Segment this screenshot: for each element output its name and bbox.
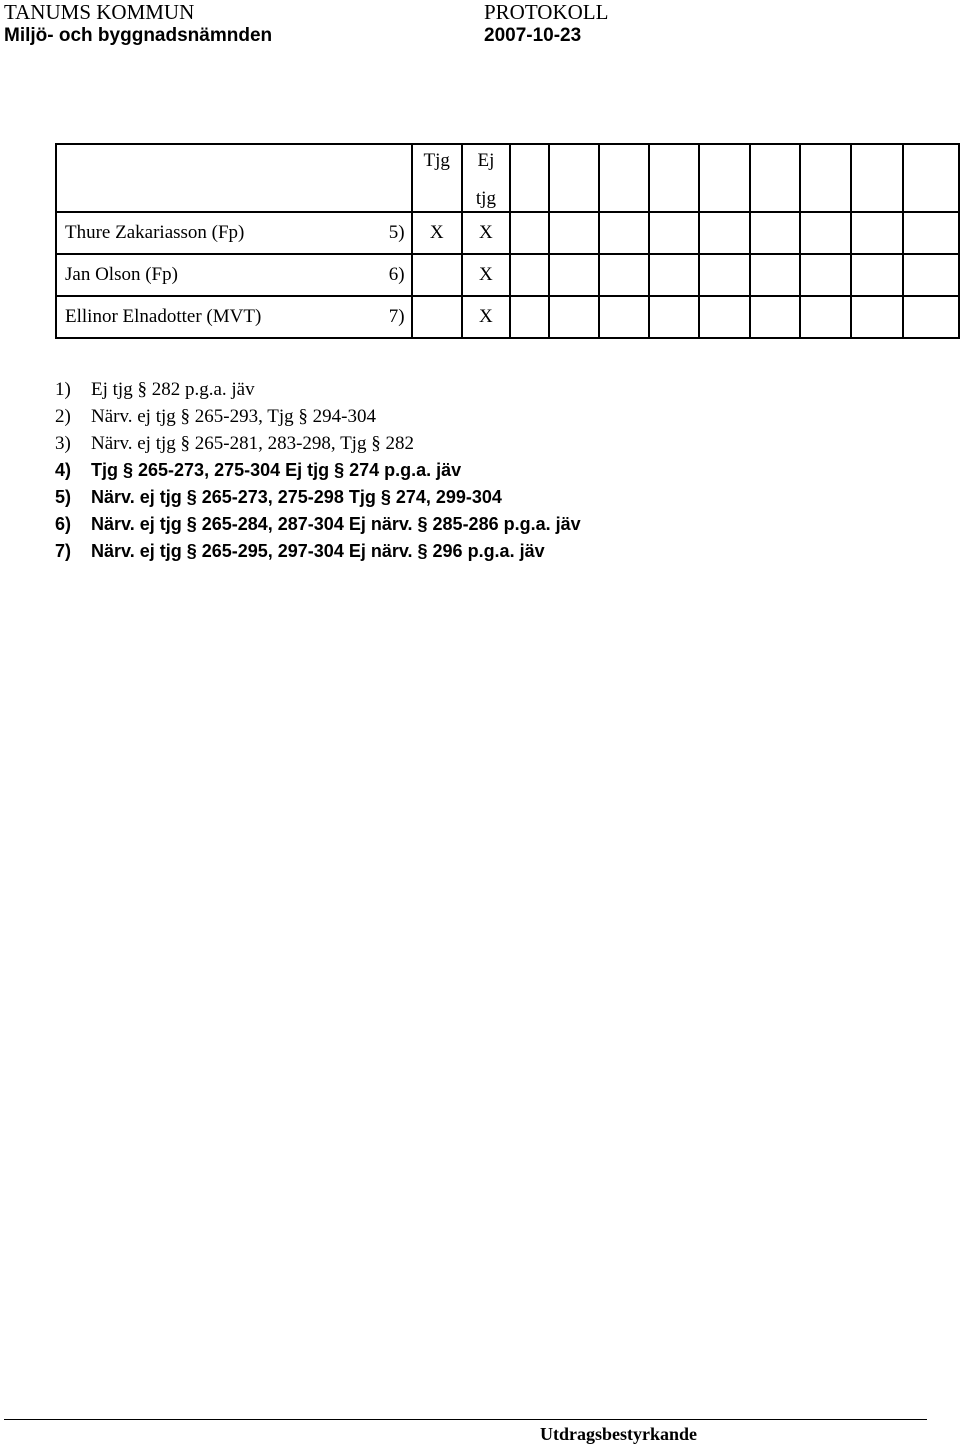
footnote-item: 5) Närv. ej tjg § 265-273, 275-298 Tjg § 274, 299-304 xyxy=(55,487,502,507)
document-type: PROTOKOLL xyxy=(484,0,609,24)
member-note-ref: 7) xyxy=(360,296,412,338)
vote-table-corner xyxy=(56,144,412,212)
tjg-mark xyxy=(412,296,462,338)
board-name: Miljö- och byggnadsnämnden xyxy=(4,25,273,46)
col-header-ej-tjg xyxy=(462,144,510,212)
certification-label: Utdragsbestyrkande xyxy=(540,1424,698,1444)
vote-table xyxy=(55,143,960,339)
footnote-item: 1) Ej tjg § 282 p.g.a. jäv xyxy=(55,379,255,400)
table-row xyxy=(56,296,959,338)
footer-rule xyxy=(4,1419,927,1420)
footnote-item: 4) Tjg § 265-273, 275-304 Ej tjg § 274 p.g.a. jäv xyxy=(55,460,462,480)
table-row xyxy=(56,212,959,254)
footnote-item: 7) Närv. ej tjg § 265-295, 297-304 Ej närv. § 296 p.g.a. jäv xyxy=(55,541,545,561)
footnote-list xyxy=(55,376,581,565)
member-name: Ellinor Elnadotter (MVT) xyxy=(56,296,360,338)
member-name: Thure Zakariasson (Fp) xyxy=(56,212,360,254)
col-header-tjg: Tjg xyxy=(412,144,462,212)
organization-name: TANUMS KOMMUN xyxy=(4,0,195,24)
member-note-ref: 6) xyxy=(360,254,412,296)
footnote-item: 6) Närv. ej tjg § 265-284, 287-304 Ej närv. § 285-286 p.g.a. jäv xyxy=(55,514,581,534)
ej-tjg-mark: X xyxy=(462,296,510,338)
footnote-item: 2) Närv. ej tjg § 265-293, Tjg § 294-304 xyxy=(55,406,376,427)
ej-tjg-mark: X xyxy=(462,254,510,296)
member-name: Jan Olson (Fp) xyxy=(56,254,360,296)
member-note-ref: 5) xyxy=(360,212,412,254)
tjg-mark xyxy=(412,254,462,296)
document-date: 2007-10-23 xyxy=(484,25,582,46)
ej-tjg-mark: X xyxy=(462,212,510,254)
tjg-mark: X xyxy=(412,212,462,254)
col-header-ej: Ej xyxy=(477,150,495,171)
footnote-item: 3) Närv. ej tjg § 265-281, 283-298, Tjg § 282 xyxy=(55,433,414,454)
table-row xyxy=(56,254,959,296)
col-header-tjg-2: tjg xyxy=(475,188,496,209)
